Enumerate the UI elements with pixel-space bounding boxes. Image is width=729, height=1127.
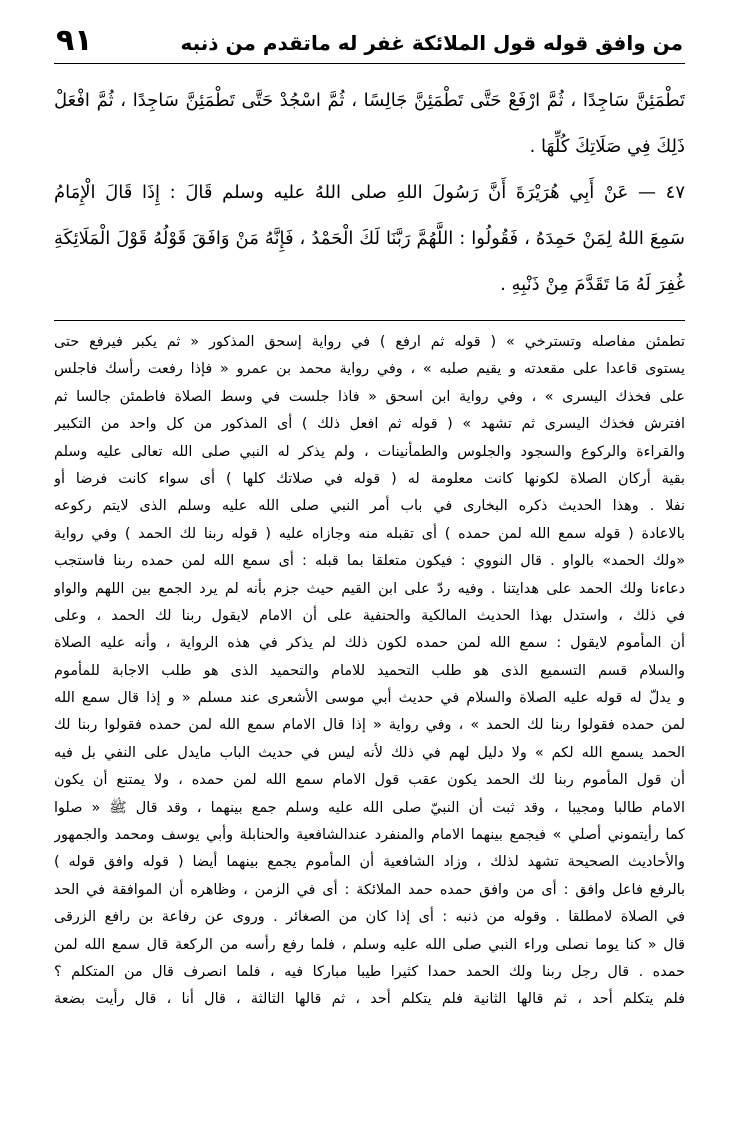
commentary-line: فلم يتكلم أحد ، ثم قالها الثانية فلم يتكلم أحد ، ثم قالها الثالثة ، قال أنا ، قال رأيت بضعة bbox=[54, 991, 685, 1008]
section-divider bbox=[54, 320, 685, 321]
commentary-line: لمن حمده فقولوا ربنا لك الحمد » ، وفي رواية « إذا قال الامام سمع الله لمن حمده فقولوا ربنا لك bbox=[54, 717, 685, 734]
commentary-line: أن قول المأموم ربنا لك الحمد يكون عقب قول الامام سمع الله لمن حمده ، ولا يمتنع أن يكون bbox=[54, 772, 685, 789]
hadith-line: ذَلِكَ فِي صَلَاتِكَ كُلِّهَا . bbox=[529, 136, 685, 157]
hadith-line: ٤٧ — عَنْ أَبِي هُرَيْرَةَ أَنَّ رَسُولَ اللهِ صلى اللهُ عليه وسلم قَالَ : إِذَا قَالَ الْإِمَامُ bbox=[54, 182, 685, 203]
commentary-line: والقراءة والركوع والسجود والجلوس والطمأنينات ، ولم يذكر له النبي صلى الله تعالى عليه وسلم bbox=[54, 443, 685, 460]
commentary-line: تطمئن مفاصله وتسترخي » ( قوله ثم ارفع ) في رواية إسحق المذكور « ثم يكبر فيرفع حتى bbox=[54, 334, 685, 350]
commentary-line: حمده . قال رجل ربنا ولك الحمد حمدا كثيرا طيبا مباركا فيه ، فلما انصرف قال من المتكلم ؟ bbox=[54, 963, 685, 980]
hadith-line: غُفِرَ لَهُ مَا تَقَدَّمَ مِنْ ذَنْبِهِ . bbox=[500, 274, 685, 295]
commentary-line: والأحاديث الصحيحة تشهد لذلك ، وزاد الشافعية أن المأموم يجمع بينهما أيضا ( قوله وافق قوله ) bbox=[54, 854, 685, 871]
commentary-line: كما رأيتموني أصلي » فيجمع بينهما الامام والمنفرد عندالشافعية والحنابلة وأبي يوسف ومحمد والجمهور bbox=[54, 827, 685, 844]
hadith-line: سَمِعَ اللهُ لِمَنْ حَمِدَهُ ، فَقُولُوا : اللَّهُمَّ رَبَّنَا لَكَ الْحَمْدُ ، فَإِنَّهُ مَنْ وَافَقَ قَوْلُهُ قَوْلَ الْمَلَائِكَةِ bbox=[54, 228, 685, 249]
page-number: ٩١ bbox=[56, 23, 93, 58]
commentary-line: الامام طالبا ومجيبا ، وقد ثبت أن النبيّ صلى الله عليه وسلم جمع بينهما ، وقد قال ﷺ « صلوا bbox=[54, 799, 685, 816]
commentary-line: بقية أركان الصلاة لكونها كانت معلومة له ( قوله في صلاتك كلها ) أى سواء كانت فرضا أو bbox=[54, 470, 685, 487]
commentary-text bbox=[54, 329, 685, 1014]
commentary-line: «ولك الحمد» بالواو . قال النووي : فيكون متعلقا بما قبله : أى سمع الله لمن حمده ربنا فاستجب bbox=[54, 553, 685, 570]
hadith-line: تَطْمَئِنَّ سَاجِدًا ، ثُمَّ ارْفَعْ حَتَّى تَطْمَئِنَّ جَالِسًا ، ثُمَّ اسْجُدْ حَتَّى تَطْمَئِنَّ سَاجِدًا ، ثُمَّ افْعَلْ bbox=[54, 90, 685, 111]
commentary-line: بالاعادة ( قوله سمع الله لمن حمده ) أى تقبله منه وجازاه عليه ( قوله ربنا لك الحمد ) وفي رواية bbox=[54, 525, 685, 542]
commentary-line: أن المأموم لايقول : سمع الله لمن حمده لكون ذلك لم يذكر في هذه الرواية ، وأنه عليه الصلاة bbox=[54, 635, 685, 652]
commentary-line: الحمد يسمع الله لكم » ولا دليل لهم في ذلك لأنه ليس في حديث الباب مايدل على النفي بل فيه bbox=[54, 744, 685, 761]
commentary-line: افترش فخذك اليسرى ثم تشهد » ( قوله ثم افعل ذلك ) أى المذكور من كل واحد من التكبير bbox=[54, 416, 685, 433]
commentary-line: بالرفع فاعل وافق : أى من وافق حمده حمد الملائكة : أى في الزمن ، وظاهره أن الموافقة في الحد bbox=[54, 881, 685, 898]
commentary-line: على فخذك اليسرى » ، وفي رواية ابن اسحق « فاذا جلست في وسط الصلاة فاطمئن جالسا ثم bbox=[54, 388, 685, 405]
commentary-line: و يدلّ له قوله عليه الصلاة والسلام في حديث أبي موسى الأشعرى عند مسلم « و إذا قال سمع الله bbox=[54, 690, 685, 707]
running-title: من وافق قوله قول الملائكة غفر له ماتقدم من ذنبه bbox=[180, 31, 683, 55]
commentary-line: والسلام قسم التسميع الذى هو طلب التحميد للامام والتحميد الذى هو طلب الاجابة للمأموم bbox=[54, 662, 685, 679]
commentary-line: قال « كنا يوما نصلى وراء النبي صلى الله عليه وسلم ، فلما رفع رأسه من الركعة قال سمع الله لمن bbox=[54, 936, 685, 953]
running-head bbox=[54, 23, 685, 64]
commentary-line: دعاءنا ولك الحمد على هدايتنا . وفيه ردّ على ابن القيم حيث جزم بأنه لم يرد الجمع بين اللهم والواو bbox=[54, 580, 685, 597]
commentary-line: نفلا . وهذا الحديث ذكره البخارى في باب أمر النبي صلى الله عليه وسلم الذى لايتم ركوعه bbox=[54, 498, 685, 515]
commentary-line: يستوى قاعدا على مقعدته و يقيم صلبه » ، وفي رواية محمد بن عمرو « فإذا رفعت رأسك فاجلس bbox=[54, 361, 685, 378]
commentary-line: في ذلك ، واستدل بهذا الحديث المالكية والحنفية على أن الامام لايقول ربنا لك الحمد ، وعلى bbox=[54, 607, 685, 624]
hadith-text bbox=[54, 78, 685, 308]
commentary-line: في الصلاة لامطلقا . وقوله من ذنبه : أى إذا كان من الصغائر . وروى عن رفاعة بن رافع الزرقى bbox=[54, 909, 685, 926]
